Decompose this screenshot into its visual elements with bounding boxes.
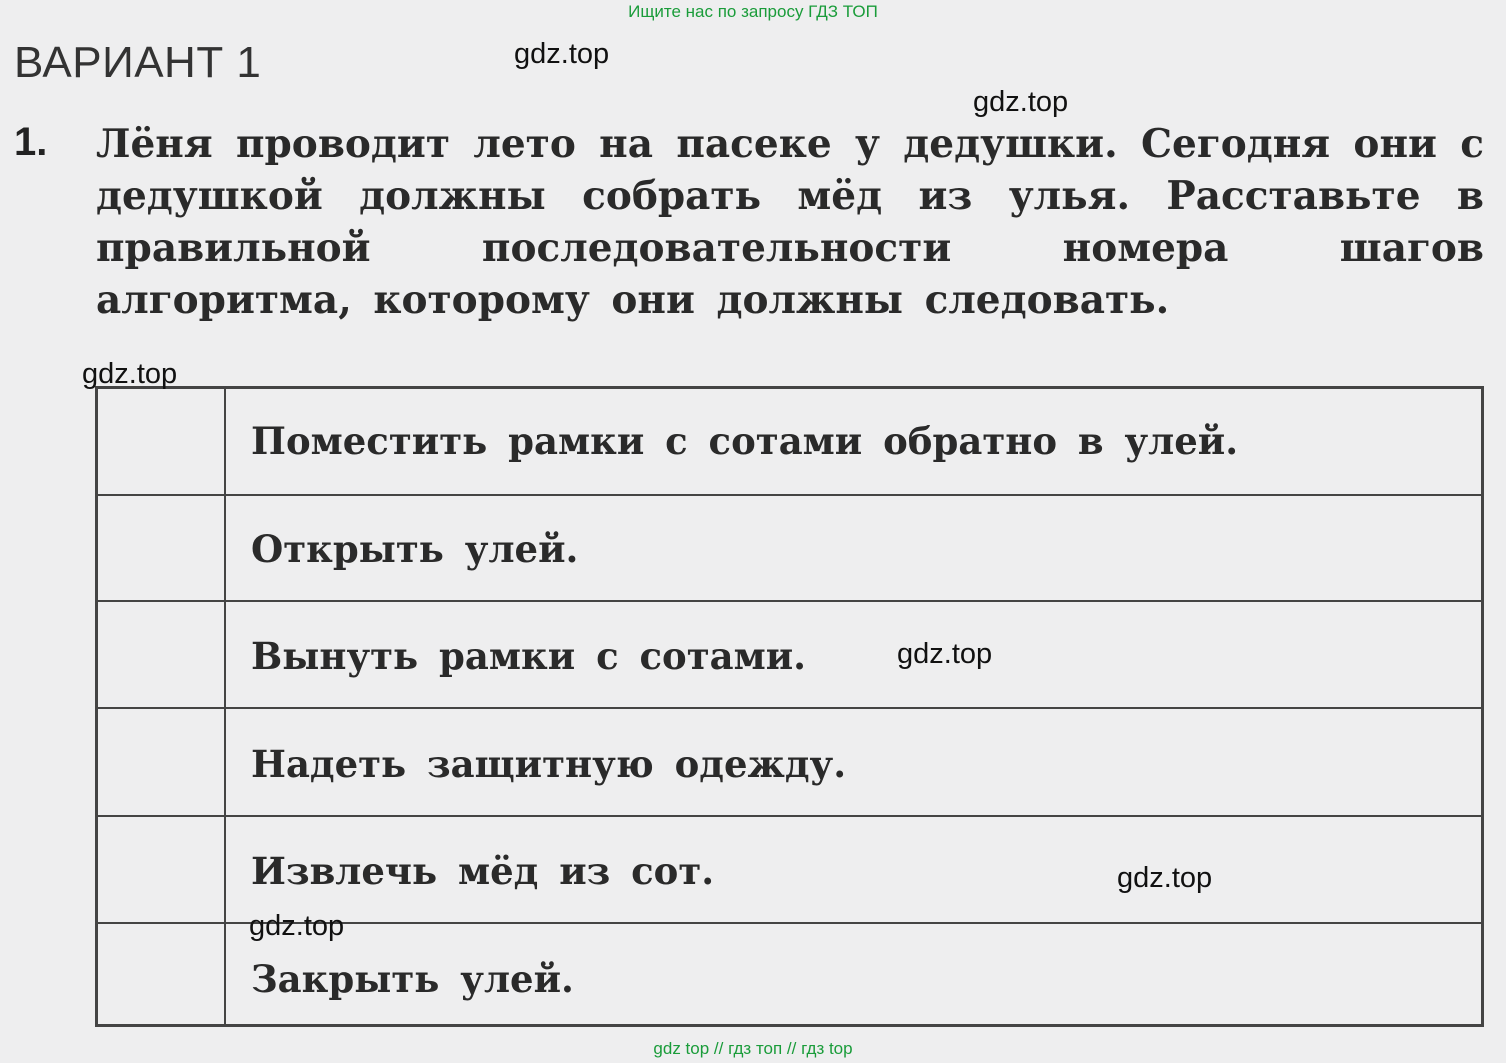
- step-text: Открыть улей.: [251, 527, 579, 571]
- step-number-cell[interactable]: [98, 496, 226, 600]
- step-text: Поместить рамки с сотами обратно в улей.: [251, 419, 1239, 463]
- top-banner: Ищите нас по запросу ГДЗ ТОП: [628, 2, 878, 21]
- step-number-cell[interactable]: [98, 817, 226, 922]
- watermark: gdz.top: [82, 358, 178, 390]
- bottom-banner: gdz top // гдз топ // гдз top: [653, 1039, 853, 1058]
- table-row: [98, 389, 1481, 496]
- variant-heading: ВАРИАНТ 1: [14, 38, 262, 87]
- question-text: Лёня проводит лето на пасеке у дедушки. Сегодня они с дедушкой должны собрать мёд из улья. Расставьте в правильной последовательности номера шагов алгоритма, которому они должны следовать.: [96, 121, 1484, 323]
- table-row: [98, 817, 1481, 924]
- watermark: gdz.top: [1117, 862, 1213, 894]
- table-row: [98, 496, 1481, 602]
- watermark: gdz.top: [973, 86, 1069, 118]
- watermark: gdz.top: [897, 638, 993, 670]
- step-text: Вынуть рамки с сотами.: [251, 634, 807, 678]
- step-number-cell[interactable]: [98, 709, 226, 815]
- step-number-cell[interactable]: [98, 924, 226, 1024]
- question-number: 1.: [14, 120, 48, 164]
- step-text: Надеть защитную одежду.: [251, 742, 847, 786]
- step-number-cell[interactable]: [98, 602, 226, 707]
- step-text: Закрыть улей.: [251, 957, 574, 1001]
- watermark: gdz.top: [514, 38, 610, 70]
- watermark: gdz.top: [249, 910, 345, 942]
- table-row: [98, 602, 1481, 709]
- table-row: [98, 709, 1481, 817]
- step-text: Извлечь мёд из сот.: [251, 849, 715, 893]
- step-number-cell[interactable]: [98, 389, 226, 494]
